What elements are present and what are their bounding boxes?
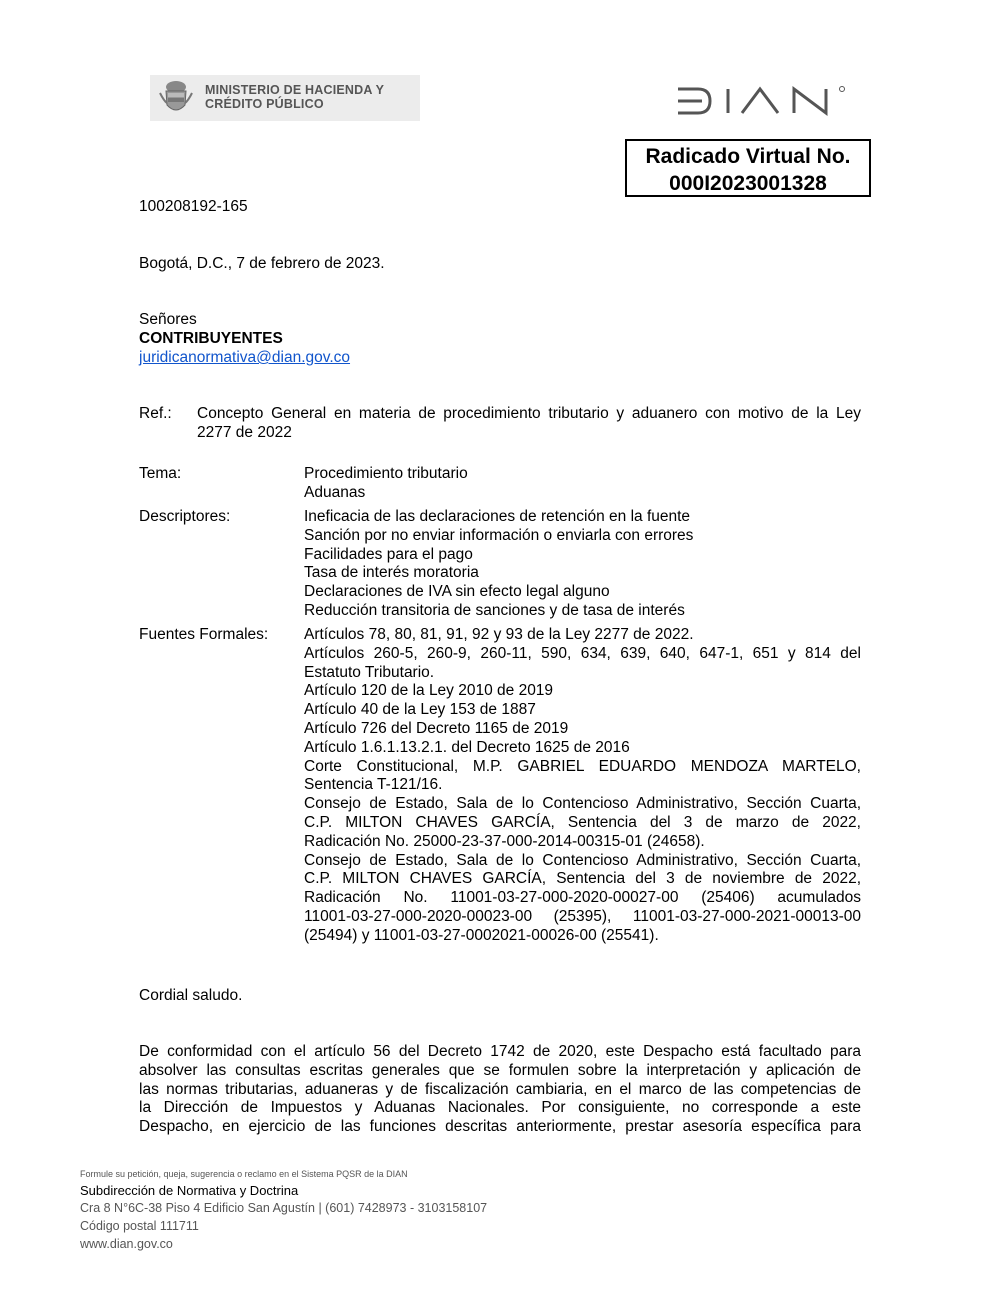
document-number: 100208192-165 [139, 198, 248, 215]
footer-note: Formule su petición, queja, sugerencia o reclamo en el Sistema PQSR de la DIAN [80, 1169, 408, 1179]
descriptores-list [304, 508, 861, 621]
list-item: Artículo 1.6.1.13.2.1. del Decreto 1625 de 2016 [304, 738, 630, 756]
date-line: Bogotá, D.C., 7 de febrero de 2023. [139, 255, 385, 272]
ministry-name: MINISTERIO DE HACIENDA Y CRÉDITO PÚBLICO [205, 83, 385, 111]
tema-list [304, 465, 861, 503]
list-item: Corte Constitucional, M.P. GABRIEL EDUARDO MENDOZA MARTELO, [304, 757, 861, 775]
footer-office: Subdirección de Normativa y Doctrina [80, 1183, 299, 1198]
list-item: Artículo 726 del Decreto 1165 de 2019 [304, 719, 569, 737]
fuentes-label: Fuentes Formales: [139, 626, 269, 643]
list-item: Artículos 260-5, 260-9, 260-11, 590, 634, 639, 640, 647-1, 651 y 814 del [304, 644, 861, 662]
list-item: Consejo de Estado, Sala de lo Contencioso Administrativo, Sección Cuarta, [304, 851, 861, 869]
list-item: 11001-03-27-000-2020-00023-00 (25395), 11001-03-27-000-2021-00013-00 [304, 907, 861, 925]
list-item: Radicación No. 11001-03-27-000-2020-00027-00 (25406) acumulados [304, 889, 861, 907]
coat-of-arms-icon [158, 79, 194, 117]
list-item: Artículo 120 de la Ley 2010 de 2019 [304, 682, 554, 700]
ministry-logo [150, 75, 420, 121]
list-item: Ineficacia de las declaraciones de retención en la fuente [304, 508, 691, 525]
body-paragraph: De conformidad con el artículo 56 del Decreto 1742 de 2020, este Despacho está facultado para absolver las consultas escritas generales que se formulen sobre la interpretación y aplicación de las normas tributarias, aduaneras y de fiscalización cambiaria, en el marco de las competencias de la Dirección de Impuestos y Aduanas Nacionales. Por consiguiente, no corresponde a este Despacho, en ejercicio de las funciones descritas anteriormente, prestar asesoría específica para [139, 1043, 861, 1136]
list-item: Procedimiento tributario [304, 465, 468, 482]
list-item: Tasa de interés moratoria [304, 564, 479, 582]
tema-label: Tema: [139, 465, 182, 482]
list-item: Radicación No. 25000-23-37-000-2014-00315-01 (24658). [304, 832, 705, 850]
radicado-box: Radicado Virtual No. 000I2023001328 [625, 139, 871, 197]
list-item: Consejo de Estado, Sala de lo Contencioso Administrativo, Sección Cuarta, [304, 795, 861, 813]
list-item: Estatuto Tributario. [304, 663, 435, 681]
ref-label: Ref.: [139, 405, 172, 422]
list-item: Sentencia T-121/16. [304, 776, 443, 794]
list-item: (25494) y 11001-03-27-0002021-00026-00 (25541). [304, 926, 659, 944]
list-item: Reducción transitoria de sanciones y de tasa de interés [304, 601, 685, 619]
recipient-salutation: Señores [139, 311, 197, 328]
list-item: C.P. MILTON CHAVES GARCÍA, Sentencia del 3 de marzo de 2022, [304, 813, 861, 831]
list-item: Declaraciones de IVA sin efecto legal alguno [304, 583, 610, 601]
list-item: Facilidades para el pago [304, 545, 473, 563]
list-item: C.P. MILTON CHAVES GARCÍA, Sentencia del 3 de noviembre de 2022, [304, 870, 861, 888]
footer-postal: Código postal 111711 [80, 1219, 199, 1233]
footer-address: Cra 8 N°6C-38 Piso 4 Edificio San Agustín | (601) 7428973 - 3103158107 [80, 1201, 488, 1215]
recipient-name: CONTRIBUYENTES [139, 330, 283, 347]
recipient-email-link[interactable]: juridicanormativa@dian.gov.co [139, 349, 351, 366]
list-item: Artículos 78, 80, 81, 91, 92 y 93 de la Ley 2277 de 2022. [304, 626, 694, 643]
fuentes-list [304, 626, 861, 946]
greeting: Cordial saludo. [139, 987, 243, 1004]
list-item: Sanción por no enviar información o enviarla con errores [304, 526, 694, 544]
ref-text: Concepto General en materia de procedimiento tributario y aduanero con motivo de la Ley 2277 de 2022 [197, 405, 861, 441]
descriptores-label: Descriptores: [139, 508, 231, 525]
dian-logo [676, 86, 848, 116]
list-item: Artículo 40 de la Ley 153 de 1887 [304, 701, 536, 719]
list-item: Aduanas [304, 483, 366, 501]
footer-web: www.dian.gov.co [80, 1237, 173, 1251]
